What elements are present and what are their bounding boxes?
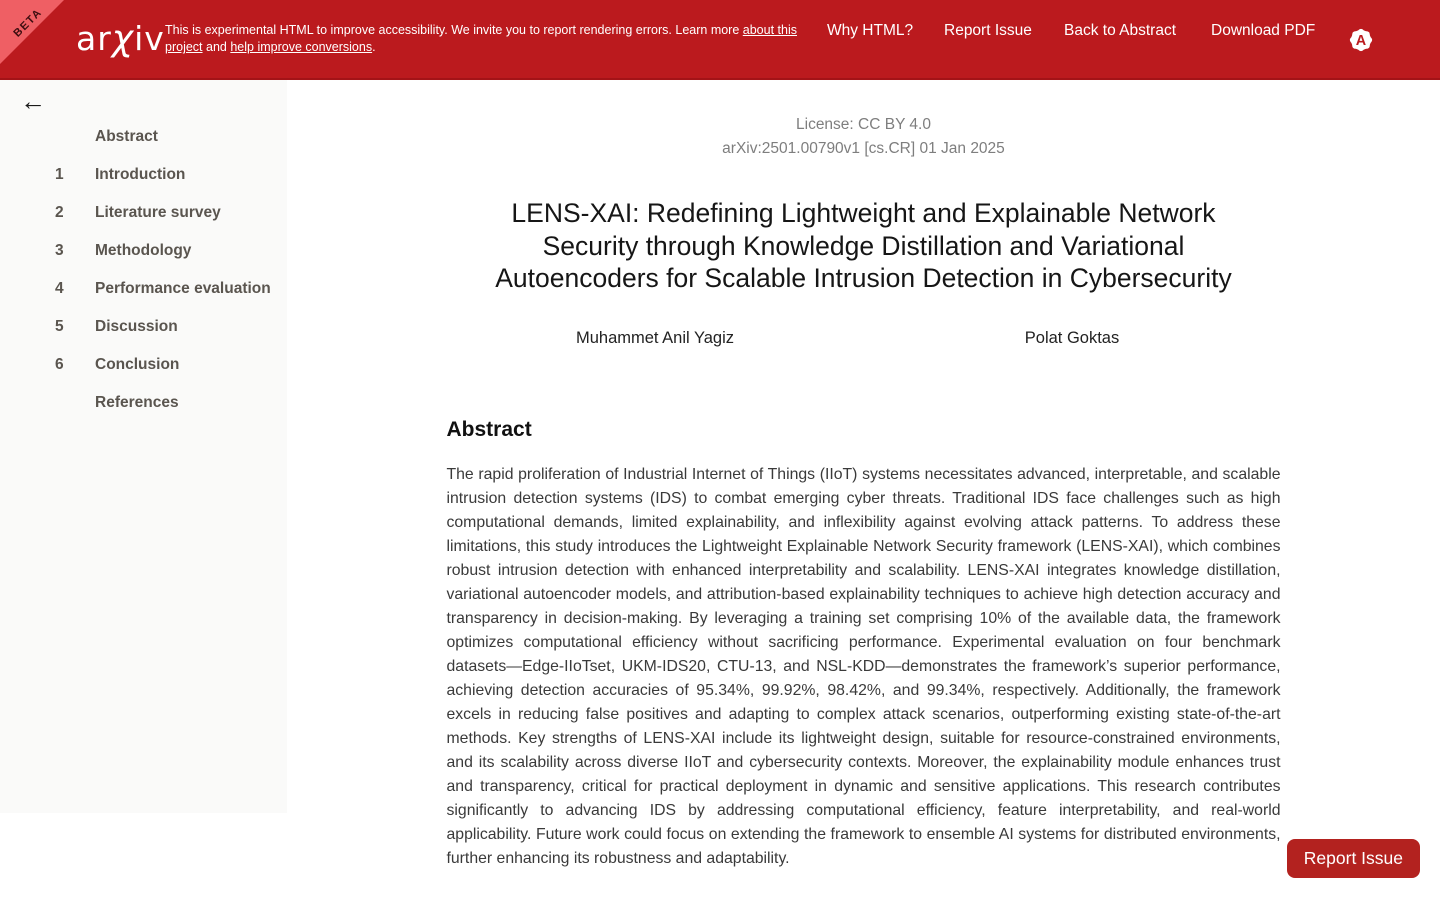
- toc-number: 3: [55, 242, 64, 259]
- paper-title: LENS-XAI: Redefining Lightweight and Explainable Network Security through Knowledge Distillation and Variational Autoencoders for Scalable Intrusion Detection in Cybersecurity: [495, 198, 1232, 293]
- abstract-paragraph: The rapid proliferation of Industrial Internet of Things (IIoT) systems necessitates advanced, interpretable, and scalable intrusion detection systems (IDS) to combat emerging cyber threats. Traditional IDS face challenges such as high computational demands, limited explainability, and inflexibility against evolving attack patterns. To address these limitations, this study introduces the Lightweight Explainable Network Security framework (LENS-XAI), which combines robust intrusion detection with enhanced interpretability and scalability. LENS-XAI integrates knowledge distillation, variational autoencoder models, and attribution-based explainability techniques to achieve high detection accuracy and transparency in decision-making. By leveraging a training set comprising 10% of the available data, the framework optimizes computational efficiency without sacrificing performance. Experimental evaluation on four benchmark datasets—Edge-IIoTset, UKM-IDS20, CTU-13, and NSL-KDD—demonstrates the framework’s superior performance, achieving detection accuracies of 95.34%, 99.92%, 98.42%, and 99.34%, respectively. Additionally, the framework excels in reducing false positives and adapting to complex attack scenarios, outperforming existing state-of-the-art methods. Key strengths of LENS-XAI include its lightweight design, suitable for resource-constrained environments, and its scalability across diverse IIoT and cybersecurity contexts. Moreover, the explainability module enhances trust and transparency, critical for practical deployment in dynamic and sensitive applications. This research contributes significantly to advancing IDS by addressing computational efficiency, feature interpretability, and real-world applicability. Future work could focus on extending the framework to ensemble AI systems for distributed environments, further enhancing its robustness and adaptability.: [446, 465, 1281, 867]
- nav-download-pdf[interactable]: Download PDF: [1211, 22, 1316, 39]
- toc-item-methodology[interactable]: [0, 238, 287, 263]
- help-improve-conversions-link[interactable]: help improve conversions: [230, 40, 373, 54]
- header-bar: [0, 0, 1440, 80]
- toc-item-introduction[interactable]: [0, 162, 287, 187]
- accessibility-settings-gear-icon[interactable]: [1345, 24, 1377, 56]
- about-this-project-link[interactable]: about this project: [165, 23, 797, 54]
- logo-text-post: iv: [134, 19, 165, 58]
- toc-label: Conclusion: [95, 356, 180, 373]
- toc-label: References: [95, 394, 179, 411]
- notice-text-period: .: [372, 40, 376, 54]
- collapse-sidebar-arrow-icon[interactable]: ←: [20, 86, 46, 116]
- beta-ribbon: [0, 0, 90, 90]
- license-line: License: CC BY 4.0: [796, 116, 931, 133]
- toc-item-discussion[interactable]: [0, 314, 287, 339]
- toc-sidebar: [0, 80, 287, 813]
- logo-text-pre: ar: [76, 19, 112, 58]
- toc-item-conclusion[interactable]: [0, 352, 287, 377]
- toc-label: Abstract: [95, 128, 158, 145]
- toc-number: 1: [55, 166, 64, 183]
- notice-text-and: and: [202, 40, 231, 54]
- table-of-contents: [0, 124, 287, 428]
- notice-text: This is experimental HTML to improve accessibility. We invite you to report rendering errors. Learn more: [165, 23, 743, 37]
- toc-label: Performance evaluation: [95, 280, 271, 297]
- toc-label: Literature survey: [95, 204, 221, 221]
- arxiv-id-line: arXiv:2501.00790v1 [cs.CR] 01 Jan 2025: [722, 140, 1005, 157]
- toc-number: 4: [55, 280, 64, 297]
- toc-item-performance-evaluation[interactable]: [0, 276, 287, 301]
- author-name: Polat Goktas: [1024, 328, 1120, 347]
- beta-ribbon-label: BETA: [11, 6, 45, 40]
- article-content-area: [287, 80, 1440, 900]
- toc-number: 2: [55, 204, 64, 221]
- toc-label: Discussion: [95, 318, 178, 335]
- toc-number: 6: [55, 356, 64, 373]
- experimental-html-notice: [165, 22, 815, 56]
- abstract-heading: Abstract: [446, 417, 532, 441]
- nav-back-to-abstract[interactable]: Back to Abstract: [1064, 22, 1176, 39]
- toc-label: Introduction: [95, 166, 186, 183]
- logo-chi-glyph: χ: [111, 18, 135, 59]
- svg-text:A: A: [1355, 33, 1367, 50]
- report-issue-button[interactable]: Report Issue: [1287, 839, 1420, 878]
- toc-item-literature-survey[interactable]: [0, 200, 287, 225]
- toc-label: Methodology: [95, 242, 192, 259]
- toc-number: 5: [55, 318, 64, 335]
- article-meta: [447, 113, 1281, 161]
- nav-why-html[interactable]: Why HTML?: [827, 22, 914, 39]
- author-name: Muhammet Anil Yagiz: [575, 328, 735, 347]
- nav-report-issue[interactable]: Report Issue: [944, 22, 1032, 39]
- toc-item-abstract[interactable]: [0, 124, 287, 149]
- header-nav: [827, 19, 1321, 43]
- authors-row: [447, 329, 1281, 348]
- toc-item-references[interactable]: [0, 390, 287, 415]
